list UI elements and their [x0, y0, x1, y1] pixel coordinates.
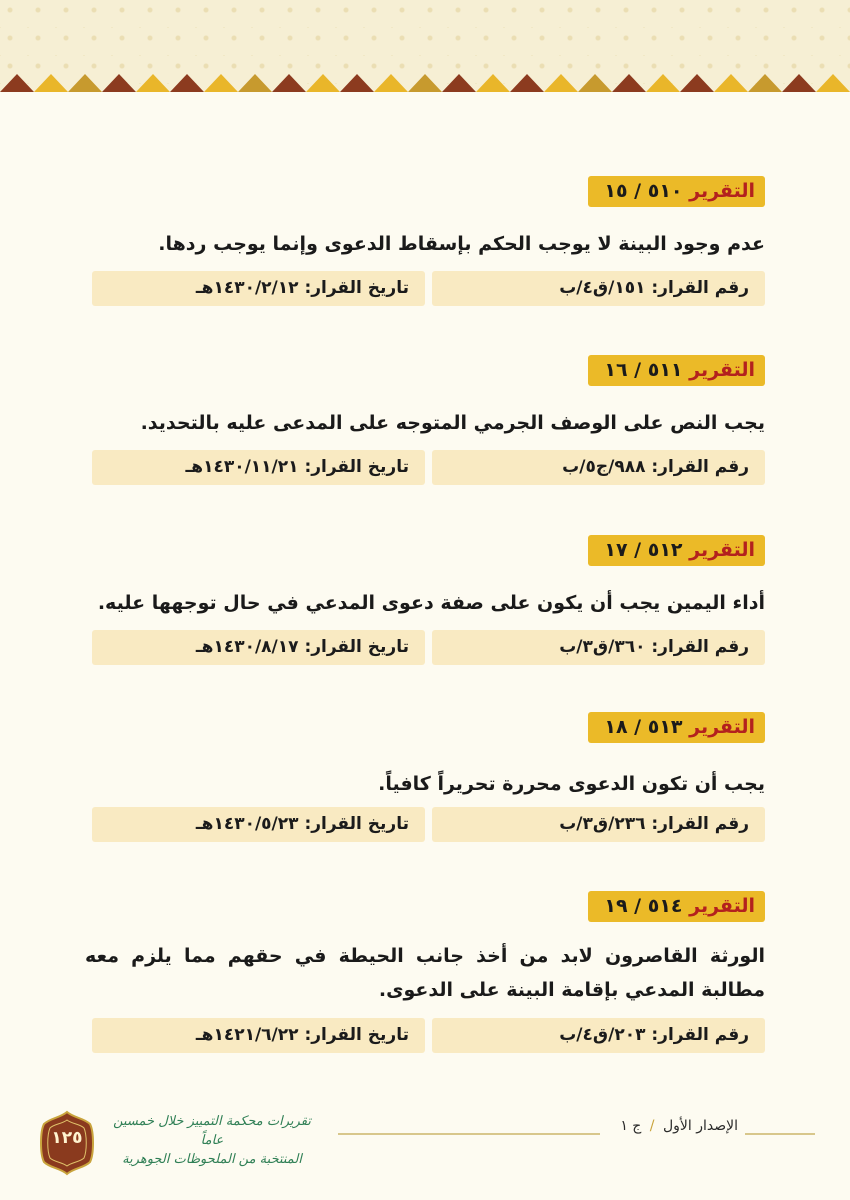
- footer-edition: [620, 1118, 738, 1134]
- report-tag-word: التقرير: [689, 716, 755, 738]
- book-title: [102, 1112, 322, 1169]
- report-tag-word: التقرير: [689, 539, 755, 561]
- border-triangle: [136, 74, 170, 92]
- border-triangle: [170, 74, 204, 92]
- border-triangle: [782, 74, 816, 92]
- report-tag-numbers: ٥١١ / ١٦: [604, 359, 683, 381]
- ruling-text: عدم وجود البينة لا يوجب الحكم بإسقاط الدعوى وإنما يوجب ردها.: [158, 233, 765, 255]
- ruling-text: يجب النص على الوصف الجرمي المتوجه على المدعى عليه بالتحديد.: [140, 412, 765, 434]
- ruling-text: الورثة القاصرون لابد من أخذ جانب الحيطة في حقهم مما يلزم معه مطالبة المدعي بإقامة البينة على الدعوى.: [85, 945, 765, 1001]
- border-triangle: [102, 74, 136, 92]
- border-triangle: [748, 74, 782, 92]
- border-triangle: [374, 74, 408, 92]
- decision-number: رقم القرار: ٢٠٣/ق٤/ب: [432, 1018, 765, 1053]
- decision-number: رقم القرار: ٣٦٠/ق٣/ب: [432, 630, 765, 665]
- border-triangle: [612, 74, 646, 92]
- report-tag-word: التقرير: [689, 359, 755, 381]
- decision-number: رقم القرار: ١٥١/ق٤/ب: [432, 271, 765, 306]
- border-triangle: [0, 74, 34, 92]
- report-tag-numbers: ٥١٢ / ١٧: [604, 539, 683, 561]
- border-triangle: [680, 74, 714, 92]
- volume-label: ج ١: [620, 1118, 642, 1134]
- border-triangle: [544, 74, 578, 92]
- decision-date: تاريخ القرار: ١٤٣٠/٨/١٧هـ: [92, 630, 425, 665]
- report-tag: [588, 891, 765, 922]
- border-triangle: [646, 74, 680, 92]
- border-triangle: [306, 74, 340, 92]
- border-triangle: [476, 74, 510, 92]
- report-tag-word: التقرير: [689, 895, 755, 917]
- ruling-text: أداء اليمين يجب أن يكون على صفة دعوى المدعي في حال توجهها عليه.: [97, 592, 765, 614]
- decision-date: تاريخ القرار: ١٤٣٠/١١/٢١هـ: [92, 450, 425, 485]
- decision-number: رقم القرار: ٩٨٨/ج٥/ب: [432, 450, 765, 485]
- border-triangle: [578, 74, 612, 92]
- border-triangle: [442, 74, 476, 92]
- triangle-border: [0, 70, 850, 94]
- footer-rule-left: [338, 1133, 600, 1135]
- border-triangle: [34, 74, 68, 92]
- report-tag-numbers: ٥١٠ / ١٥: [604, 180, 683, 202]
- border-triangle: [816, 74, 850, 92]
- book-title-line2: المنتخبة من الملحوظات الجوهرية: [122, 1152, 302, 1167]
- report-tag-numbers: ٥١٣ / ١٨: [604, 716, 683, 738]
- footer-separator: /: [649, 1118, 655, 1134]
- page-number: ١٢٥: [51, 1128, 83, 1148]
- border-triangle: [204, 74, 238, 92]
- decision-number: رقم القرار: ٢٣٦/ق٣/ب: [432, 807, 765, 842]
- border-triangle: [340, 74, 374, 92]
- decision-date: تاريخ القرار: ١٤٣٠/٢/١٢هـ: [92, 271, 425, 306]
- decision-date: تاريخ القرار: ١٤٢١/٦/٢٢هـ: [92, 1018, 425, 1053]
- book-title-line1: تقريرات محكمة التمييز خلال خمسين عاماً: [113, 1114, 311, 1148]
- decision-date: تاريخ القرار: ١٤٣٠/٥/٢٣هـ: [92, 807, 425, 842]
- report-tag: [588, 535, 765, 566]
- border-triangle: [510, 74, 544, 92]
- edition-label: الإصدار الأول: [662, 1118, 738, 1134]
- report-tag: [588, 176, 765, 207]
- report-tag: [588, 355, 765, 386]
- footer-rule-right: [745, 1133, 815, 1135]
- report-tag-word: التقرير: [689, 180, 755, 202]
- report-tag: [588, 712, 765, 743]
- border-triangle: [238, 74, 272, 92]
- border-triangle: [272, 74, 306, 92]
- border-triangle: [68, 74, 102, 92]
- border-triangle: [714, 74, 748, 92]
- report-tag-numbers: ٥١٤ / ١٩: [604, 895, 683, 917]
- ruling-text: يجب أن تكون الدعوى محررة تحريراً كافياً.: [378, 773, 765, 795]
- border-triangle: [408, 74, 442, 92]
